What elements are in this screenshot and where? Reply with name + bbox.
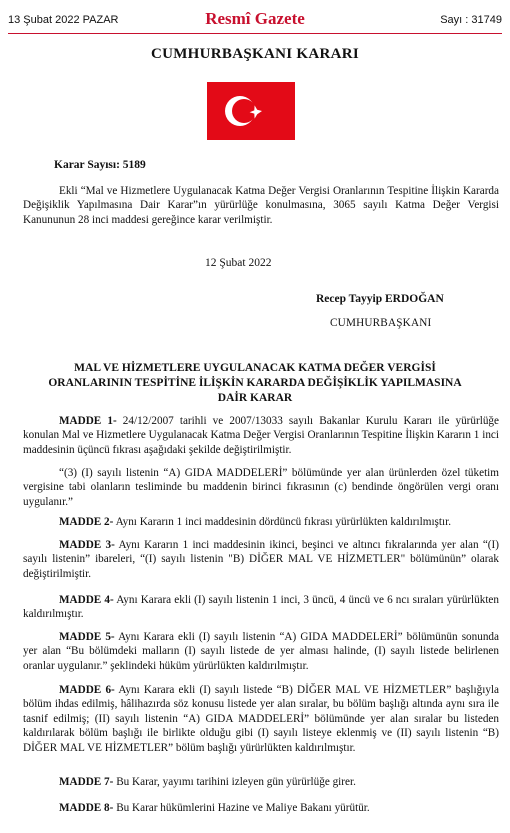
- decision-number: Karar Sayısı: 5189: [54, 159, 146, 171]
- header-issue: Sayı : 31749: [440, 14, 502, 26]
- article-text: Aynı Karara ekli (I) sayılı listenin 1 inci, 3 üncü, 4 üncü ve 6 ncı sıraları yürürlükten kaldırılmıştır.: [23, 594, 499, 621]
- article-label: MADDE 6-: [59, 684, 115, 696]
- article-text: Aynı Kararın 1 inci maddesinin ikinci, beşinci ve altıncı fıkralarında yer alan “(I) sayılı listenin” ibareleri, “(I) sayılı listenin "B) DİĞER MAL VE HİZMETLER" bölümünün” olarak değiştirilmiştir.: [23, 539, 499, 580]
- signer-name: Recep Tayyip ERDOĞAN: [316, 293, 444, 305]
- article-8: [23, 801, 499, 815]
- intro-paragraph: Ekli “Mal ve Hizmetlere Uygulanacak Katma Değer Vergisi Oranlarının Tespitine İlişkin Kararda Değişiklik Yapılmasına Dair Karar”ın yürürlüğe konulmasına, 3065 sayılı Katma Değer Vergisi Kanununun 28 inci maddesi gereğince karar verilmiştir.: [23, 185, 499, 226]
- article-text: Aynı Karara ekli (I) sayılı listede “B) DİĞER MAL VE HİZMETLER” başlığıyla bölüm ihdas edilmiş, hâlihazırda söz konusu listede yer alan sıralar, bu bölüm başlığı altında aynı sıra ile tasnif edilmiş; (II) sayılı listenin “A) GIDA MADDELERİ” bölümünde yer alan sıralar bu listeden kaldırılarak bölüm başlığı ile birlikte olduğu gibi (I) sayılı listeye eklenmiş ve (II) sayılı listenin “B) DİĞER MAL VE HİZMETLER” bölüm başlığı yürürlükten kaldırılmıştır.: [23, 684, 499, 754]
- article-label: MADDE 5-: [59, 631, 115, 643]
- article-text: 24/12/2007 tarihli ve 2007/13033 sayılı Bakanlar Kurulu Kararı ile yürürlüğe konulan Mal ve Hizmetlere Uygulanacak Katma Değer Vergisi Oranlarının Tespitine İlişkin Kararın 1 inci maddesinin üçüncü fıkrası aşağıdaki şekilde değiştirilmiştir.: [23, 415, 499, 456]
- signing-date: 12 Şubat 2022: [205, 257, 272, 269]
- article-1: [23, 414, 499, 457]
- decision-title: [40, 361, 470, 406]
- article-6: [23, 683, 499, 755]
- article-text: Bu Karar hükümlerini Hazine ve Maliye Bakanı yürütür.: [113, 802, 370, 814]
- article-7: [23, 775, 499, 789]
- article-text: Aynı Kararın 1 inci maddesinin dördüncü fıkrası yürürlükten kaldırılmıştır.: [113, 516, 452, 528]
- decision-title-line: ORANLARININ TESPİTİNE İLİŞKİN KARARDA DEĞİŞİKLİK YAPILMASINA: [48, 377, 462, 389]
- article-label: MADDE 2-: [59, 516, 114, 528]
- gazette-header: [8, 9, 502, 31]
- article-label: MADDE 4-: [59, 594, 114, 606]
- article-label: MADDE 3-: [59, 539, 115, 551]
- article-3: [23, 538, 499, 581]
- page-title: CUMHURBAŞKANI KARARI: [150, 46, 360, 62]
- signer-title: CUMHURBAŞKANI: [330, 317, 432, 329]
- turkish-flag-icon: [207, 82, 295, 140]
- article-text: Aynı Karara ekli (I) sayılı listenin “A) GIDA MADDELERİ” bölümünün sonunda yer alan “Bu bölümdeki malların (I) sayılı listede de yer alması halinde, (I) sayılı listede belirlenen oranlar uygulanır.” şeklindeki hüküm yürürlükten kaldırılmıştır.: [23, 631, 499, 672]
- article-2: [23, 515, 499, 529]
- header-divider: [8, 33, 502, 34]
- article-text: Bu Karar, yayımı tarihini izleyen gün yürürlüğe girer.: [113, 776, 356, 788]
- article-4: [23, 593, 499, 622]
- gazette-name: Resmî Gazete: [205, 9, 305, 28]
- article-label: MADDE 7-: [59, 776, 114, 788]
- article-5: [23, 630, 499, 673]
- article-label: MADDE 1-: [59, 415, 117, 427]
- article-1-quote: “(3) (I) sayılı listenin “A) GIDA MADDELERİ” bölümünde yer alan ürünlerden özel tüketim vergisine tabi olanların tesliminde bu maddenin birinci fıkrasının (c) bendinde öngörülen vergi oranı uygulanır.”: [23, 467, 499, 508]
- decision-title-line: MAL VE HİZMETLERE UYGULANACAK KATMA DEĞER VERGİSİ: [74, 362, 436, 374]
- header-date: 13 Şubat 2022 PAZAR: [8, 14, 119, 26]
- decision-title-line: DAİR KARAR: [217, 392, 293, 404]
- article-label: MADDE 8-: [59, 802, 114, 814]
